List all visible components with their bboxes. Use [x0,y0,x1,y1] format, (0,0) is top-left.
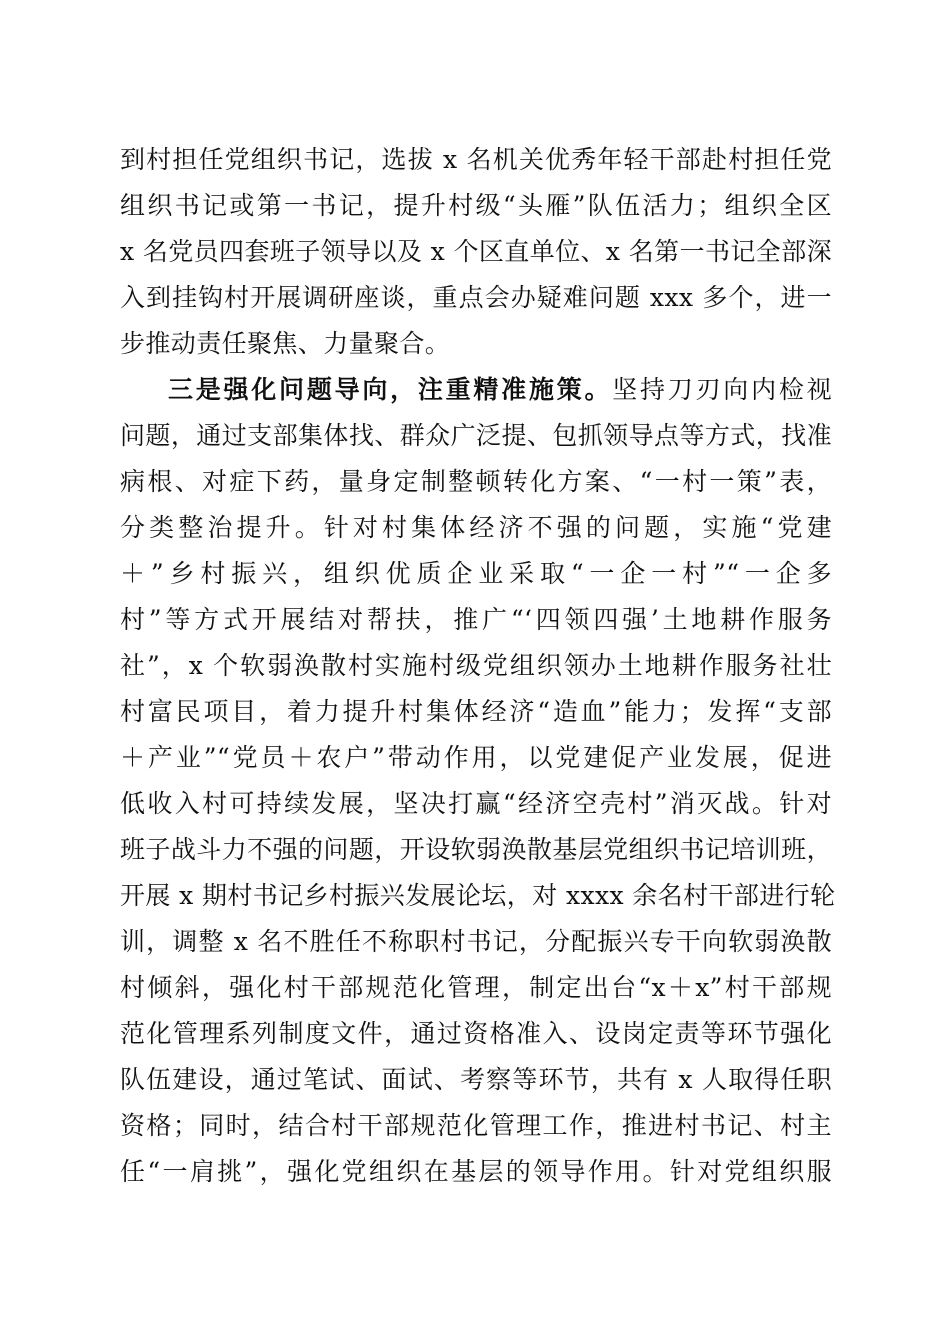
paragraph-line: 组织书记或第一书记，提升村级“头雁”队伍活力；组织全区 [120,191,832,220]
paragraph-line: 入到挂钩村开展调研座谈，重点会办疑难问题 xxx 多个，进一 [120,283,832,312]
paragraph-line: 社”，x 个软弱涣散村实施村级党组织领办土地耕作服务社壮 [120,651,832,680]
paragraph-line: 任“一肩挑”，强化党组织在基层的领导作用。针对党组织服 [120,1157,832,1186]
section-first-line [168,367,832,413]
paragraph-line: 训，调整 x 名不胜任不称职村书记，分配振兴专干向软弱涣散 [120,927,832,956]
paragraph-line: 范化管理系列制度文件，通过资格准入、设岗定责等环节强化 [120,1019,832,1048]
paragraph-line: 病根、对症下药，量身定制整顿转化方案、“一村一策”表， [120,467,832,496]
section-first-line-rest: 坚持刀刃向内检视 [612,375,833,404]
paragraph-line: ＋”乡村振兴，组织优质企业采取“一企一村”“一企多 [120,559,832,588]
paragraph-line: 村富民项目，着力提升村集体经济“造血”能力；发挥“支部 [120,697,832,726]
paragraph-line: 问题，通过支部集体找、群众广泛提、包抓领导点等方式，找准 [120,421,832,450]
paragraph-line: 村倾斜，强化村干部规范化管理，制定出台“x＋x”村干部规 [120,973,832,1002]
paragraph-line: 分类整治提升。针对村集体经济不强的问题，实施“党建 [120,513,832,542]
paragraph-line: 村”等方式开展结对帮扶，推广“‘四领四强’土地耕作服务 [120,605,832,634]
paragraph-line: x 名党员四套班子领导以及 x 个区直单位、x 名第一书记全部深 [120,237,832,266]
paragraph-line: 资格；同时，结合村干部规范化管理工作，推进村书记、村主 [120,1111,832,1140]
paragraph-line: 队伍建设，通过笔试、面试、考察等环节，共有 x 人取得任职 [120,1065,832,1094]
paragraph-line: 班子战斗力不强的问题，开设软弱涣散基层党组织书记培训班， [120,835,832,864]
section-heading: 三是强化问题导向，注重精准施策。 [168,375,613,404]
paragraph-line: 到村担任党组织书记，选拔 x 名机关优秀年轻干部赴村担任党 [120,145,832,174]
paragraph-line: 步推动责任聚焦、力量聚合。 [120,329,451,358]
paragraph-line: 开展 x 期村书记乡村振兴发展论坛，对 xxxx 余名村干部进行轮 [120,881,836,910]
paragraph-line: 低收入村可持续发展，坚决打赢“经济空壳村”消灭战。针对 [120,789,832,818]
paragraph-line: ＋产业”“党员＋农户”带动作用，以党建促产业发展，促进 [120,743,832,772]
